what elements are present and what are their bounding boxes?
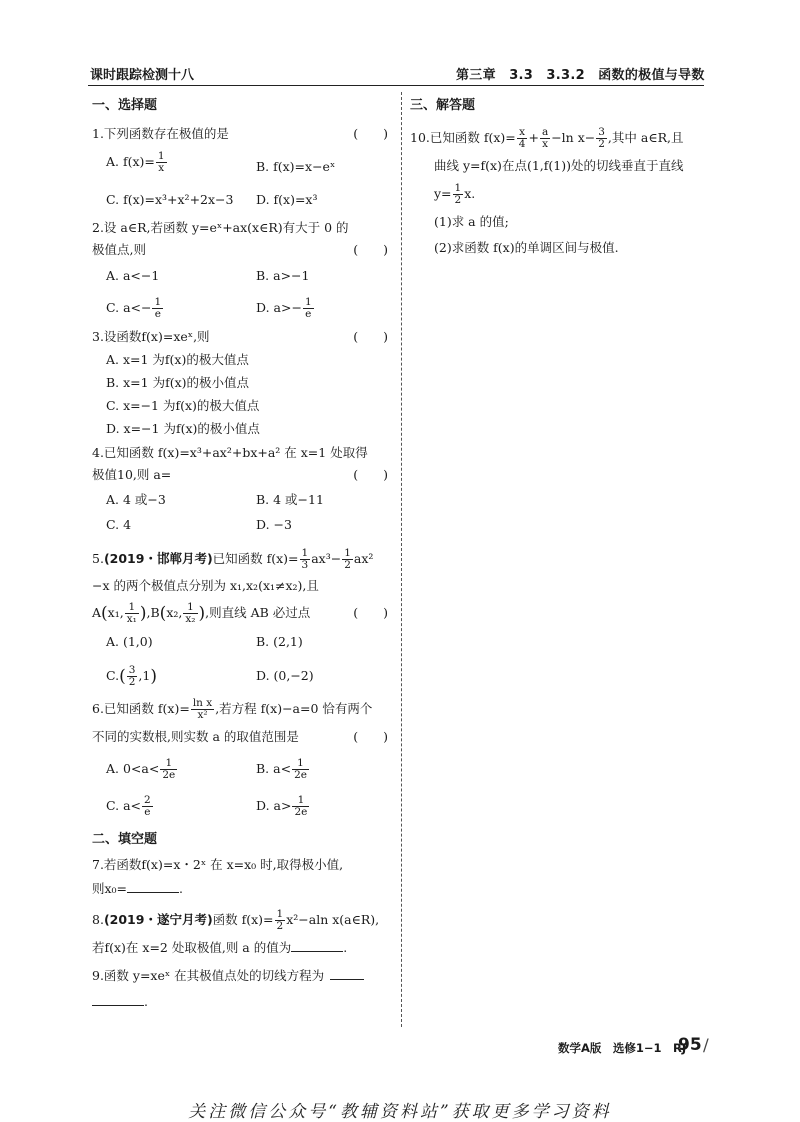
- question-3-text: 3.设函数f(x)=xeˣ,则: [92, 329, 210, 344]
- question-3: [92, 326, 392, 348]
- fraction: $\frac{3}{2}$: [128, 663, 136, 688]
- option-b: B. f(x)=x−eˣ: [256, 159, 336, 174]
- option-d: D. f(x)=x³: [256, 192, 318, 207]
- answer-paren: ( ): [353, 467, 388, 482]
- fraction: $\frac{x}{4}$: [518, 126, 526, 150]
- option-d: D. −3: [256, 517, 292, 532]
- question-4-line1: 4.已知函数 f(x)=x³+ax²+bx+a² 在 x=1 处取得: [92, 445, 368, 460]
- option-a: A. f(x)= $\frac{1}{x}$: [106, 150, 165, 174]
- source-tag: (2019・邯郸月考): [103, 551, 213, 566]
- option-d: D. a>− $\frac{1}{e}$: [256, 296, 312, 320]
- watermark-text: 关注微信公众号“教辅资料站”获取更多学习资料: [188, 1102, 612, 1122]
- left-column: [92, 94, 392, 1015]
- option-a: A. (1,0): [106, 633, 153, 649]
- question-10-line2: 曲线 y=f(x)在点(1,f(1))处的切线垂直于直线: [434, 158, 684, 173]
- fraction: $\frac{\text{ln x}}{\text{x²}}$: [192, 696, 213, 721]
- question-4-line2: 极值10,则 a=: [92, 467, 172, 482]
- answer-paren: ( ): [353, 728, 388, 744]
- question-5-line2: −x 的两个极值点分别为 x₁,x₂(x₁≠x₂),且: [92, 578, 319, 593]
- header-left-title: 课时跟踪检测十八: [90, 68, 195, 83]
- question-6-options: [92, 750, 392, 818]
- question-5-options: [92, 629, 392, 688]
- question-10-part2: (2)求函数 f(x)的单调区间与极值.: [434, 240, 619, 255]
- answer-paren: ( ): [353, 605, 388, 620]
- option-d: D. (0,−2): [256, 667, 314, 683]
- question-4-options: [92, 486, 392, 536]
- question-7: 7.若函数f(x)=x・2ˣ 在 x=x₀ 时,取得极小值, 则x₀= .: [92, 853, 392, 901]
- answer-paren: ( ): [353, 126, 388, 141]
- question-6-line2: 不同的实数根,则实数 a 的取值范围是: [92, 728, 299, 744]
- header-rule: [88, 85, 704, 86]
- answer-blank-continued[interactable]: [92, 991, 144, 1006]
- question-7-line1: 7.若函数f(x)=x・2ˣ 在 x=x₀ 时,取得极小值,: [92, 856, 344, 872]
- section-fill-title: 二、填空题: [92, 831, 158, 847]
- option-b: B. a>−1: [256, 268, 310, 283]
- option-c: C. a<− $\frac{1}{e}$: [106, 296, 162, 320]
- question-9-line1: 9.函数 y=xeˣ 在其极值点处的切线方程为: [92, 967, 325, 983]
- question-8-line1: 8.(2019・遂宁月考)函数 f(x)= $\frac{1}{2}$ x²−aln x(a∈R),: [92, 907, 380, 932]
- question-3-options: [92, 348, 392, 440]
- option-b: B. 4 或−11: [256, 492, 324, 507]
- question-6: [92, 694, 392, 750]
- question-10: [410, 123, 710, 261]
- right-column: [410, 94, 710, 261]
- question-8: 8.(2019・遂宁月考)函数 f(x)= $\frac{1}{2}$ x²−aln x(a∈R), 若f(x)在 x=2 处取极值,则 a 的值为 .: [92, 905, 392, 961]
- section-choice-title: 一、选择题: [92, 98, 158, 113]
- fraction: $\frac{1}{2e}$: [162, 756, 176, 781]
- fraction: $\frac{1}{\text{x₁}}$: [126, 601, 137, 625]
- option-b: B. (2,1): [256, 633, 303, 649]
- question-5-line3: A(x₁, $\frac{1}{\text{x₁}}$ ),B(x₂, $\frac{1}{\text{x₂}}$ ),则直线 AB 必过点 ( ): [92, 598, 392, 629]
- fraction: $\frac{1}{e}$: [304, 296, 312, 320]
- question-10-part1: (1)求 a 的值;: [434, 214, 509, 229]
- question-2-line2: 极值点,则: [92, 242, 146, 257]
- question-10-line1: 10.已知函数 f(x)= $\frac{x}{4}$ + $\frac{a}{x}$ −ln x− $\frac{3}{2}$ ,其中 a∈R,且: [410, 126, 684, 150]
- fraction: $\frac{2}{e}$: [144, 793, 151, 818]
- page-slash: /: [703, 1036, 709, 1056]
- option-d: D. x=−1 为f(x)的极小值点: [106, 421, 260, 436]
- question-9: 9.函数 y=xeˣ 在其极值点处的切线方程为 .: [92, 963, 392, 1015]
- source-tag: (2019・遂宁月考): [103, 911, 213, 927]
- fraction: $\frac{1}{2}$: [276, 907, 284, 932]
- question-5: [92, 544, 392, 629]
- question-1-options: [92, 151, 392, 211]
- option-a: A. x=1 为f(x)的极大值点: [106, 352, 249, 367]
- option-a: A. 4 或−3: [106, 492, 166, 507]
- option-b: B. x=1 为f(x)的极小值点: [106, 375, 250, 390]
- fraction: $\frac{1}{2}$: [344, 547, 351, 571]
- question-6-line1: 6.已知函数 f(x)= $\frac{\text{ln x}}{\text{x²}}$ ,若方程 f(x)−a=0 恰有两个: [92, 696, 373, 721]
- option-c: C. f(x)=x³+x²+2x−3: [106, 192, 234, 207]
- question-1: [92, 123, 392, 145]
- answer-blank[interactable]: [127, 878, 179, 893]
- page-number: 95: [678, 1035, 702, 1055]
- section-answer-title: 三、解答题: [410, 98, 476, 113]
- answer-blank[interactable]: [330, 965, 364, 980]
- fraction: $\frac{1}{2e}$: [294, 756, 307, 781]
- question-1-text: 1.下列函数存在极值的是: [92, 126, 229, 141]
- fraction: $\frac{1}{3}$: [301, 547, 309, 571]
- question-2-line1: 2.设 a∈R,若函数 y=eˣ+ax(x∈R)有大于 0 的: [92, 220, 349, 235]
- column-divider: [401, 92, 402, 1027]
- answer-paren: ( ): [353, 242, 388, 257]
- option-a: A. a<−1: [106, 268, 160, 283]
- question-7-line2: 则x₀=: [92, 880, 128, 896]
- fraction: $\frac{1}{e}$: [154, 296, 162, 320]
- option-d: D. a> $\frac{1}{2e}$: [256, 793, 308, 818]
- question-2: [92, 217, 392, 261]
- option-c: C. 4: [106, 517, 132, 532]
- answer-blank[interactable]: [291, 937, 343, 952]
- fraction: $\frac{a}{x}$: [541, 126, 549, 150]
- fraction: $\frac{1}{x}$: [157, 150, 165, 174]
- question-8-line2: 若f(x)在 x=2 处取极值,则 a 的值为: [92, 939, 292, 955]
- option-a: A. 0<a< $\frac{1}{2e}$: [106, 756, 176, 781]
- header-right-title: 第三章 3.3 3.3.2 函数的极值与导数: [456, 68, 705, 83]
- option-c: C. x=−1 为f(x)的极大值点: [106, 398, 260, 413]
- option-c: C. a< $\frac{2}{e}$: [106, 793, 151, 818]
- fraction: $\frac{1}{2}$: [454, 182, 462, 206]
- question-4: [92, 442, 392, 486]
- fraction: $\frac{3}{2}$: [598, 126, 605, 150]
- book-label: 数学A版 选修1−1 RJ: [558, 1041, 687, 1055]
- fraction: $\frac{1}{2e}$: [294, 793, 308, 818]
- option-c: C.( $\frac{3}{2}$ ,1): [106, 663, 157, 688]
- question-10-line3: y= $\frac{1}{2}$ x.: [434, 182, 476, 206]
- fraction: $\frac{1}{\text{x₂}}$: [185, 601, 196, 625]
- question-2-options: [92, 261, 392, 320]
- question-5-line1: 5.(2019・邯郸月考)已知函数 f(x)= $\frac{1}{3}$ ax³− $\frac{1}{2}$ ax²: [92, 547, 374, 571]
- answer-paren: ( ): [353, 329, 388, 344]
- option-b: B. a< $\frac{1}{2e}$: [256, 756, 307, 781]
